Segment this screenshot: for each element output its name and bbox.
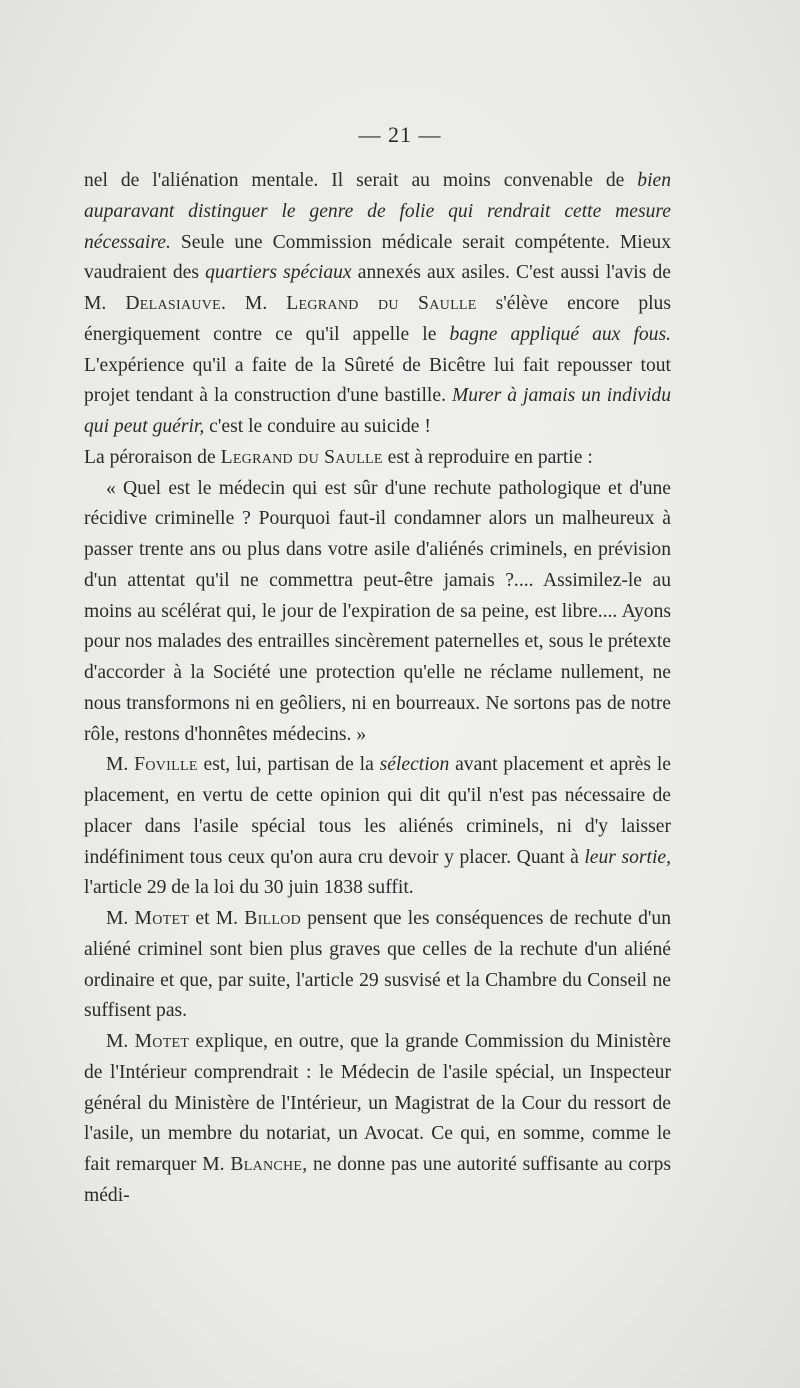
italic-run: quartiers spéciaux [205,262,352,284]
person-name: Foville [134,754,198,776]
person-name: Legrand du Saulle [220,446,383,468]
text-run: , ne donne pas une autorité suffisante au corps médi- [84,1154,671,1206]
paragraph-5 [84,904,671,1027]
text-run: L'expérience qu'il a faite de la Sûreté de Bicêtre lui fait repousser tout projet tendant à la construction d'une bastille. [84,354,671,407]
text-run: Seule une Commission médicale serait compétente. Mieux vaudraient des [84,231,671,284]
text-run: et M. [189,908,245,929]
text-run: « Quel est le médecin qui est sûr d'une rechute pathologique et d'une récidive criminelle ? Pourquoi faut-il condamner alors un malheureux à passer trente ans ou plus dans votre asile d'aliénés criminels, en prévision d'un attentat qu'il ne commettra peut-être jamais ?.... Assimilez-le au moins au scélérat qui, le jour de l'expiration de sa peine, est libre.... Ayons pour nos malades des entrailles sincèrement paternelles et, sous le prétexte d'accorder à la Société une protection qu'elle ne réclame nullement, ne nous transformons ni en geôliers, ni en bourreaux. Ne sortons pas de notre rôle, restons d'honnêtes médecins. » [84,477,671,745]
text-run: c'est le conduire au suicide ! [204,416,431,437]
person-name: Delasiauve [125,293,222,314]
paragraph-1 [84,166,671,443]
italic-run: leur sortie, [584,846,671,868]
italic-run: bien auparavant distinguer le genre de folie qui rendrait cette mesure nécessaire. [84,170,671,253]
text-run: avant placement et après le placement, en vertu de cette opinion qui dit qu'il n'est pas nécessaire de placer dans l'asile spécial tous les aliénés criminels, ni d'y laisser indéfiniment tous ceux qu'on aura cru devoir y placer. Quant à [84,754,671,868]
italic-run: sélection [379,754,450,776]
text-run: M. [106,908,135,929]
paragraph-4 [84,750,671,904]
person-name: Motet [134,908,190,929]
paragraph-2 [84,443,671,474]
text-run: La péroraison de [84,446,221,468]
italic-run: Murer à jamais un individu qui peut guérir, [84,385,671,437]
person-name: Blanche [230,1154,303,1175]
text-run: M. [106,754,135,776]
person-name: Legrand du Saulle [286,293,477,314]
text-run: pensent que les conséquences de rechute d'un aliéné criminel sont bien plus graves que celles de la rechute d'un aliéné ordinaire et que, par suite, l'article 29 susvisé et la Chambre du Conseil ne suffisent pas. [84,908,671,1022]
text-run: l'article 29 de la loi du 30 juin 1838 suffit. [84,877,414,899]
text-run: annexés aux asiles. C'est aussi l'avis de M. [84,262,671,314]
page-number: — 21 — [358,122,442,147]
paragraph-6 [84,1027,671,1212]
text-run: nel de l'aliénation mentale. Il serait au moins convenable de [84,170,638,191]
paragraph-3-quotation [84,474,671,751]
body-text [84,166,671,1212]
person-name: Motet [134,1031,190,1052]
text-run: M. [106,1031,135,1052]
italic-run: bagne appliqué aux fous. [449,323,671,345]
text-run: est, lui, partisan de la [197,754,380,776]
text-run: explique, en outre, que la grande Commission du Ministère de l'Intérieur comprendrait : le Médecin de l'asile spécial, un Inspecteur général du Ministère de l'Intérieur, un Magistrat de la Cour du ressort de l'asile, un membre du notariat, un Avocat. Ce qui, en somme, comme le fait remarquer M. [84,1031,671,1175]
person-name: Billod [244,908,302,929]
text-run: est à reproduire en partie : [382,446,593,468]
text-run: s'élève encore plus énergiquement contre ce qu'il appelle le [84,293,671,345]
text-run: . M. [221,293,287,314]
